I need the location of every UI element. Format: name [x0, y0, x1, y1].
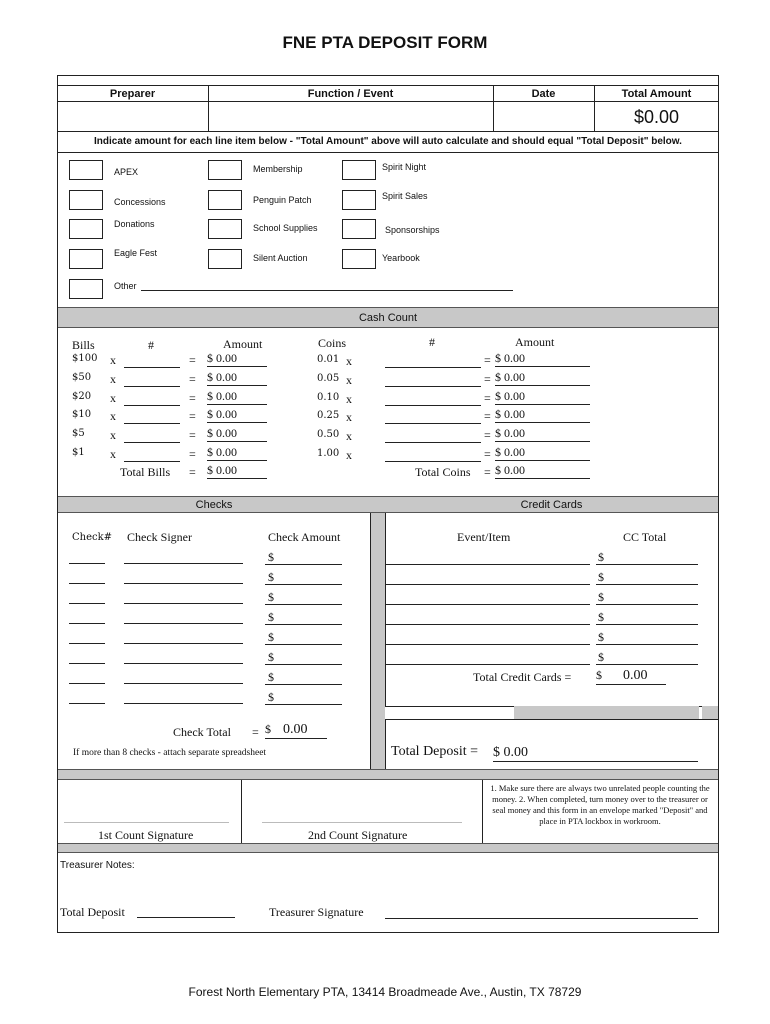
bill-denomination: $1: [72, 447, 85, 458]
spirit-sales-amount-box[interactable]: [342, 190, 376, 210]
function-event-field[interactable]: [211, 103, 490, 129]
first-count-signature-label: 1st Count Signature: [98, 828, 194, 842]
equals-sign: =: [484, 428, 491, 442]
line-item-label: Penguin Patch: [253, 195, 312, 205]
function-event-label: Function / Event: [307, 88, 394, 100]
checks-header: Checks: [195, 499, 233, 511]
check-number-line[interactable]: [69, 623, 105, 624]
treasurer-total-deposit-label: Total Deposit: [60, 905, 125, 919]
cc-event-line[interactable]: [386, 664, 590, 665]
equals-sign: =: [252, 725, 259, 739]
line-item-label: Eagle Fest: [114, 248, 158, 258]
cc-total-line[interactable]: [596, 604, 698, 605]
check-total-value: $ 0.00: [265, 722, 327, 739]
coin-count-line[interactable]: [385, 405, 481, 406]
date-label: Date: [531, 88, 556, 100]
form-title: FNE PTA DEPOSIT FORM: [282, 33, 488, 52]
total-coins-value: $ 0.00: [495, 463, 590, 479]
cc-total-label: CC Total: [623, 530, 667, 544]
check-amount-label: Check Amount: [268, 530, 341, 544]
cc-total-line[interactable]: [596, 644, 698, 645]
multiply-sign: x: [346, 354, 352, 368]
check-amount-line[interactable]: [265, 624, 342, 625]
bill-count-line[interactable]: [124, 386, 180, 387]
bills-amount-label: Amount: [223, 337, 263, 351]
signature-instructions: 1. Make sure there are always two unrelated people counting the money. 2. When completed, turn money over to the treasurer or seal money and this form in an envelope marked "Deposit" and place in PTA lockbox in workroom.: [490, 783, 710, 826]
line-item-label: Yearbook: [382, 253, 420, 263]
dollar-sign: $: [598, 590, 604, 604]
bills-count-label: #: [148, 338, 154, 352]
check-signer-label: Check Signer: [127, 530, 192, 544]
coin-count-line[interactable]: [385, 442, 481, 443]
sponsorships-amount-box[interactable]: [342, 219, 376, 239]
dollar-sign: $: [268, 570, 274, 584]
check-number-line[interactable]: [69, 663, 105, 664]
check-signer-line[interactable]: [124, 643, 243, 644]
equals-sign: =: [484, 465, 491, 479]
bill-amount-value: $ 0.00: [207, 445, 267, 461]
coin-denomination: 1.00: [317, 448, 340, 459]
divider: [385, 719, 386, 769]
line-item-label: Membership: [253, 164, 303, 174]
dollar-sign: $: [268, 590, 274, 604]
concessions-amount-box[interactable]: [69, 190, 103, 210]
dollar-sign: $: [268, 690, 274, 704]
check-number-label: Check#: [72, 532, 113, 543]
dollar-sign: $: [598, 610, 604, 624]
check-signer-line[interactable]: [124, 563, 243, 564]
yearbook-amount-box[interactable]: [342, 249, 376, 269]
total-deposit-value: $ 0.00: [493, 745, 698, 762]
check-total-label: Check Total: [173, 725, 231, 739]
multiply-sign: x: [110, 372, 116, 386]
multiply-sign: x: [110, 447, 116, 461]
check-amount-line[interactable]: [265, 564, 342, 565]
second-count-signature-label: 2nd Count Signature: [308, 828, 408, 842]
treasurer-signature-line[interactable]: [385, 918, 698, 919]
bill-count-line[interactable]: [124, 442, 180, 443]
divider: [57, 131, 719, 132]
bill-denomination: $5: [72, 428, 85, 439]
check-amount-line[interactable]: [265, 684, 342, 685]
check-signer-line[interactable]: [124, 703, 243, 704]
section-separator: [58, 769, 718, 780]
coin-denomination: 0.25: [317, 410, 340, 421]
check-number-line[interactable]: [69, 683, 105, 684]
coin-count-line[interactable]: [385, 423, 481, 424]
bills-label: Bills: [72, 338, 95, 352]
total-credit-cards-value: $ 0.00: [596, 668, 666, 685]
coin-amount-value: $ 0.00: [495, 445, 590, 461]
bill-denomination: $50: [72, 372, 92, 383]
coins-amount-label: Amount: [515, 335, 555, 349]
cc-event-line[interactable]: [386, 624, 590, 625]
eagle-fest-amount-box[interactable]: [69, 249, 103, 269]
cc-total-line[interactable]: [596, 564, 698, 565]
check-number-line[interactable]: [69, 563, 105, 564]
bill-amount-value: $ 0.00: [207, 389, 267, 405]
divider: [385, 513, 386, 706]
coin-amount-value: $ 0.00: [495, 407, 590, 423]
divider: [370, 513, 371, 779]
equals-sign: =: [189, 428, 196, 442]
line-item-label: Spirit Night: [382, 162, 427, 172]
equals-sign: =: [189, 353, 196, 367]
multiply-sign: x: [346, 410, 352, 424]
check-signer-line[interactable]: [124, 623, 243, 624]
coin-denomination: 0.50: [317, 429, 340, 440]
coin-count-line[interactable]: [385, 386, 481, 387]
dollar-sign: $: [598, 550, 604, 564]
dollar-sign: $: [268, 550, 274, 564]
second-signature-line[interactable]: [262, 822, 462, 823]
multiply-sign: x: [110, 391, 116, 405]
bill-amount-value: $ 0.00: [207, 407, 267, 423]
preparer-field[interactable]: [60, 103, 205, 129]
total-bills-label: Total Bills: [120, 465, 171, 479]
check-amount-line[interactable]: [265, 664, 342, 665]
multiply-sign: x: [346, 448, 352, 462]
equals-sign: =: [484, 409, 491, 423]
coin-denomination: 0.10: [317, 392, 340, 403]
bill-count-line[interactable]: [124, 461, 180, 462]
preparer-label: Preparer: [109, 88, 156, 100]
bill-amount-value: $ 0.00: [207, 370, 267, 386]
check-amount-line[interactable]: [265, 704, 342, 705]
coin-denomination: 0.05: [317, 373, 340, 384]
apex-amount-box[interactable]: [69, 160, 103, 180]
bill-denomination: $100: [72, 353, 98, 364]
coin-amount-value: $ 0.00: [495, 389, 590, 405]
gray-block: [514, 706, 699, 719]
school-supplies-amount-box[interactable]: [208, 219, 242, 239]
check-signer-line[interactable]: [124, 663, 243, 664]
dollar-sign: $: [598, 630, 604, 644]
silent-auction-amount-box[interactable]: [208, 249, 242, 269]
cc-total-line[interactable]: [596, 624, 698, 625]
divider: [482, 780, 483, 843]
total-deposit-label: Total Deposit =: [391, 744, 479, 759]
bill-denomination: $10: [72, 409, 92, 420]
equals-sign: =: [189, 391, 196, 405]
equals-sign: =: [189, 447, 196, 461]
total-amount-value: $0.00: [633, 107, 680, 127]
bill-amount-value: $ 0.00: [207, 426, 267, 442]
equals-sign: =: [484, 353, 491, 367]
line-item-label: Silent Auction: [253, 253, 308, 263]
dollar-sign: $: [598, 650, 604, 664]
check-number-line[interactable]: [69, 643, 105, 644]
footer-address: Forest North Elementary PTA, 13414 Broadmeade Ave., Austin, TX 78729: [188, 985, 582, 999]
line-item-label: Donations: [114, 219, 155, 229]
check-amount-line[interactable]: [265, 604, 342, 605]
cc-event-line[interactable]: [386, 584, 590, 585]
other-label: Other: [114, 281, 137, 291]
cc-event-line[interactable]: [386, 604, 590, 605]
treasurer-notes-field[interactable]: [60, 875, 715, 900]
multiply-sign: x: [110, 353, 116, 367]
gray-block: [702, 706, 718, 719]
multiply-sign: x: [346, 373, 352, 387]
bill-denomination: $20: [72, 391, 92, 402]
other-amount-box[interactable]: [69, 279, 103, 299]
bill-amount-value: $ 0.00: [207, 351, 267, 367]
coin-count-line[interactable]: [385, 461, 481, 462]
equals-sign: =: [484, 391, 491, 405]
coin-denomination: 0.01: [317, 354, 340, 365]
total-amount-label: Total Amount: [621, 88, 692, 100]
line-item-label: School Supplies: [253, 223, 318, 233]
coin-amount-value: $ 0.00: [495, 426, 590, 442]
checks-note: If more than 8 checks - attach separate spreadsheet: [73, 748, 267, 758]
check-number-line[interactable]: [69, 703, 105, 704]
multiply-sign: x: [346, 429, 352, 443]
bill-count-line[interactable]: [124, 423, 180, 424]
check-signer-line[interactable]: [124, 583, 243, 584]
dollar-sign: $: [598, 570, 604, 584]
divider: [241, 780, 242, 843]
bill-count-line[interactable]: [124, 367, 180, 368]
equals-sign: =: [484, 447, 491, 461]
cash-count-header: Cash Count: [58, 307, 718, 328]
treasurer-signature-label: Treasurer Signature: [269, 905, 364, 919]
check-number-line[interactable]: [69, 583, 105, 584]
cc-total-line[interactable]: [596, 664, 698, 665]
equals-sign: =: [484, 372, 491, 386]
divider: [57, 101, 719, 102]
line-item-label: Concessions: [114, 197, 166, 207]
other-description-line[interactable]: [141, 290, 513, 291]
event-item-label: Event/Item: [457, 530, 511, 544]
multiply-sign: x: [110, 409, 116, 423]
first-signature-line[interactable]: [64, 822, 229, 823]
gray-separator: [370, 513, 385, 779]
equals-sign: =: [189, 409, 196, 423]
line-item-label: APEX: [114, 167, 139, 177]
penguin-patch-amount-box[interactable]: [208, 190, 242, 210]
donations-amount-box[interactable]: [69, 219, 103, 239]
coin-count-line[interactable]: [385, 367, 481, 368]
line-item-label: Spirit Sales: [382, 191, 428, 201]
dollar-sign: $: [268, 610, 274, 624]
check-signer-line[interactable]: [124, 683, 243, 684]
instruction-text: Indicate amount for each line item below - "Total Amount" above will auto calculate and should equal "Total Deposit" below.: [94, 136, 682, 147]
membership-amount-box[interactable]: [208, 160, 242, 180]
line-item-label: Sponsorships: [385, 225, 440, 235]
credit-cards-header: Credit Cards: [520, 499, 583, 511]
cc-event-line[interactable]: [386, 564, 590, 565]
spirit-night-amount-box[interactable]: [342, 160, 376, 180]
multiply-sign: x: [346, 392, 352, 406]
dollar-sign: $: [268, 670, 274, 684]
equals-sign: =: [189, 465, 196, 479]
multiply-sign: x: [110, 428, 116, 442]
section-separator: [58, 843, 718, 853]
check-amount-line[interactable]: [265, 644, 342, 645]
coins-count-label: #: [429, 335, 435, 349]
coin-amount-value: $ 0.00: [495, 370, 590, 386]
divider: [385, 719, 718, 720]
divider: [57, 85, 719, 86]
coins-label: Coins: [318, 336, 347, 350]
total-credit-cards-label: Total Credit Cards =: [473, 670, 572, 684]
equals-sign: =: [189, 372, 196, 386]
dollar-sign: $: [268, 650, 274, 664]
check-amount-line[interactable]: [265, 584, 342, 585]
divider: [57, 152, 719, 153]
cc-event-line[interactable]: [386, 644, 590, 645]
treasurer-total-deposit-line[interactable]: [137, 917, 235, 918]
date-field[interactable]: [496, 103, 591, 129]
treasurer-notes-label: Treasurer Notes:: [60, 860, 135, 871]
dollar-sign: $: [268, 630, 274, 644]
check-signer-line[interactable]: [124, 603, 243, 604]
check-number-line[interactable]: [69, 603, 105, 604]
total-bills-value: $ 0.00: [207, 463, 267, 479]
coin-amount-value: $ 0.00: [495, 351, 590, 367]
total-coins-label: Total Coins: [415, 465, 471, 479]
bill-count-line[interactable]: [124, 405, 180, 406]
cc-total-line[interactable]: [596, 584, 698, 585]
